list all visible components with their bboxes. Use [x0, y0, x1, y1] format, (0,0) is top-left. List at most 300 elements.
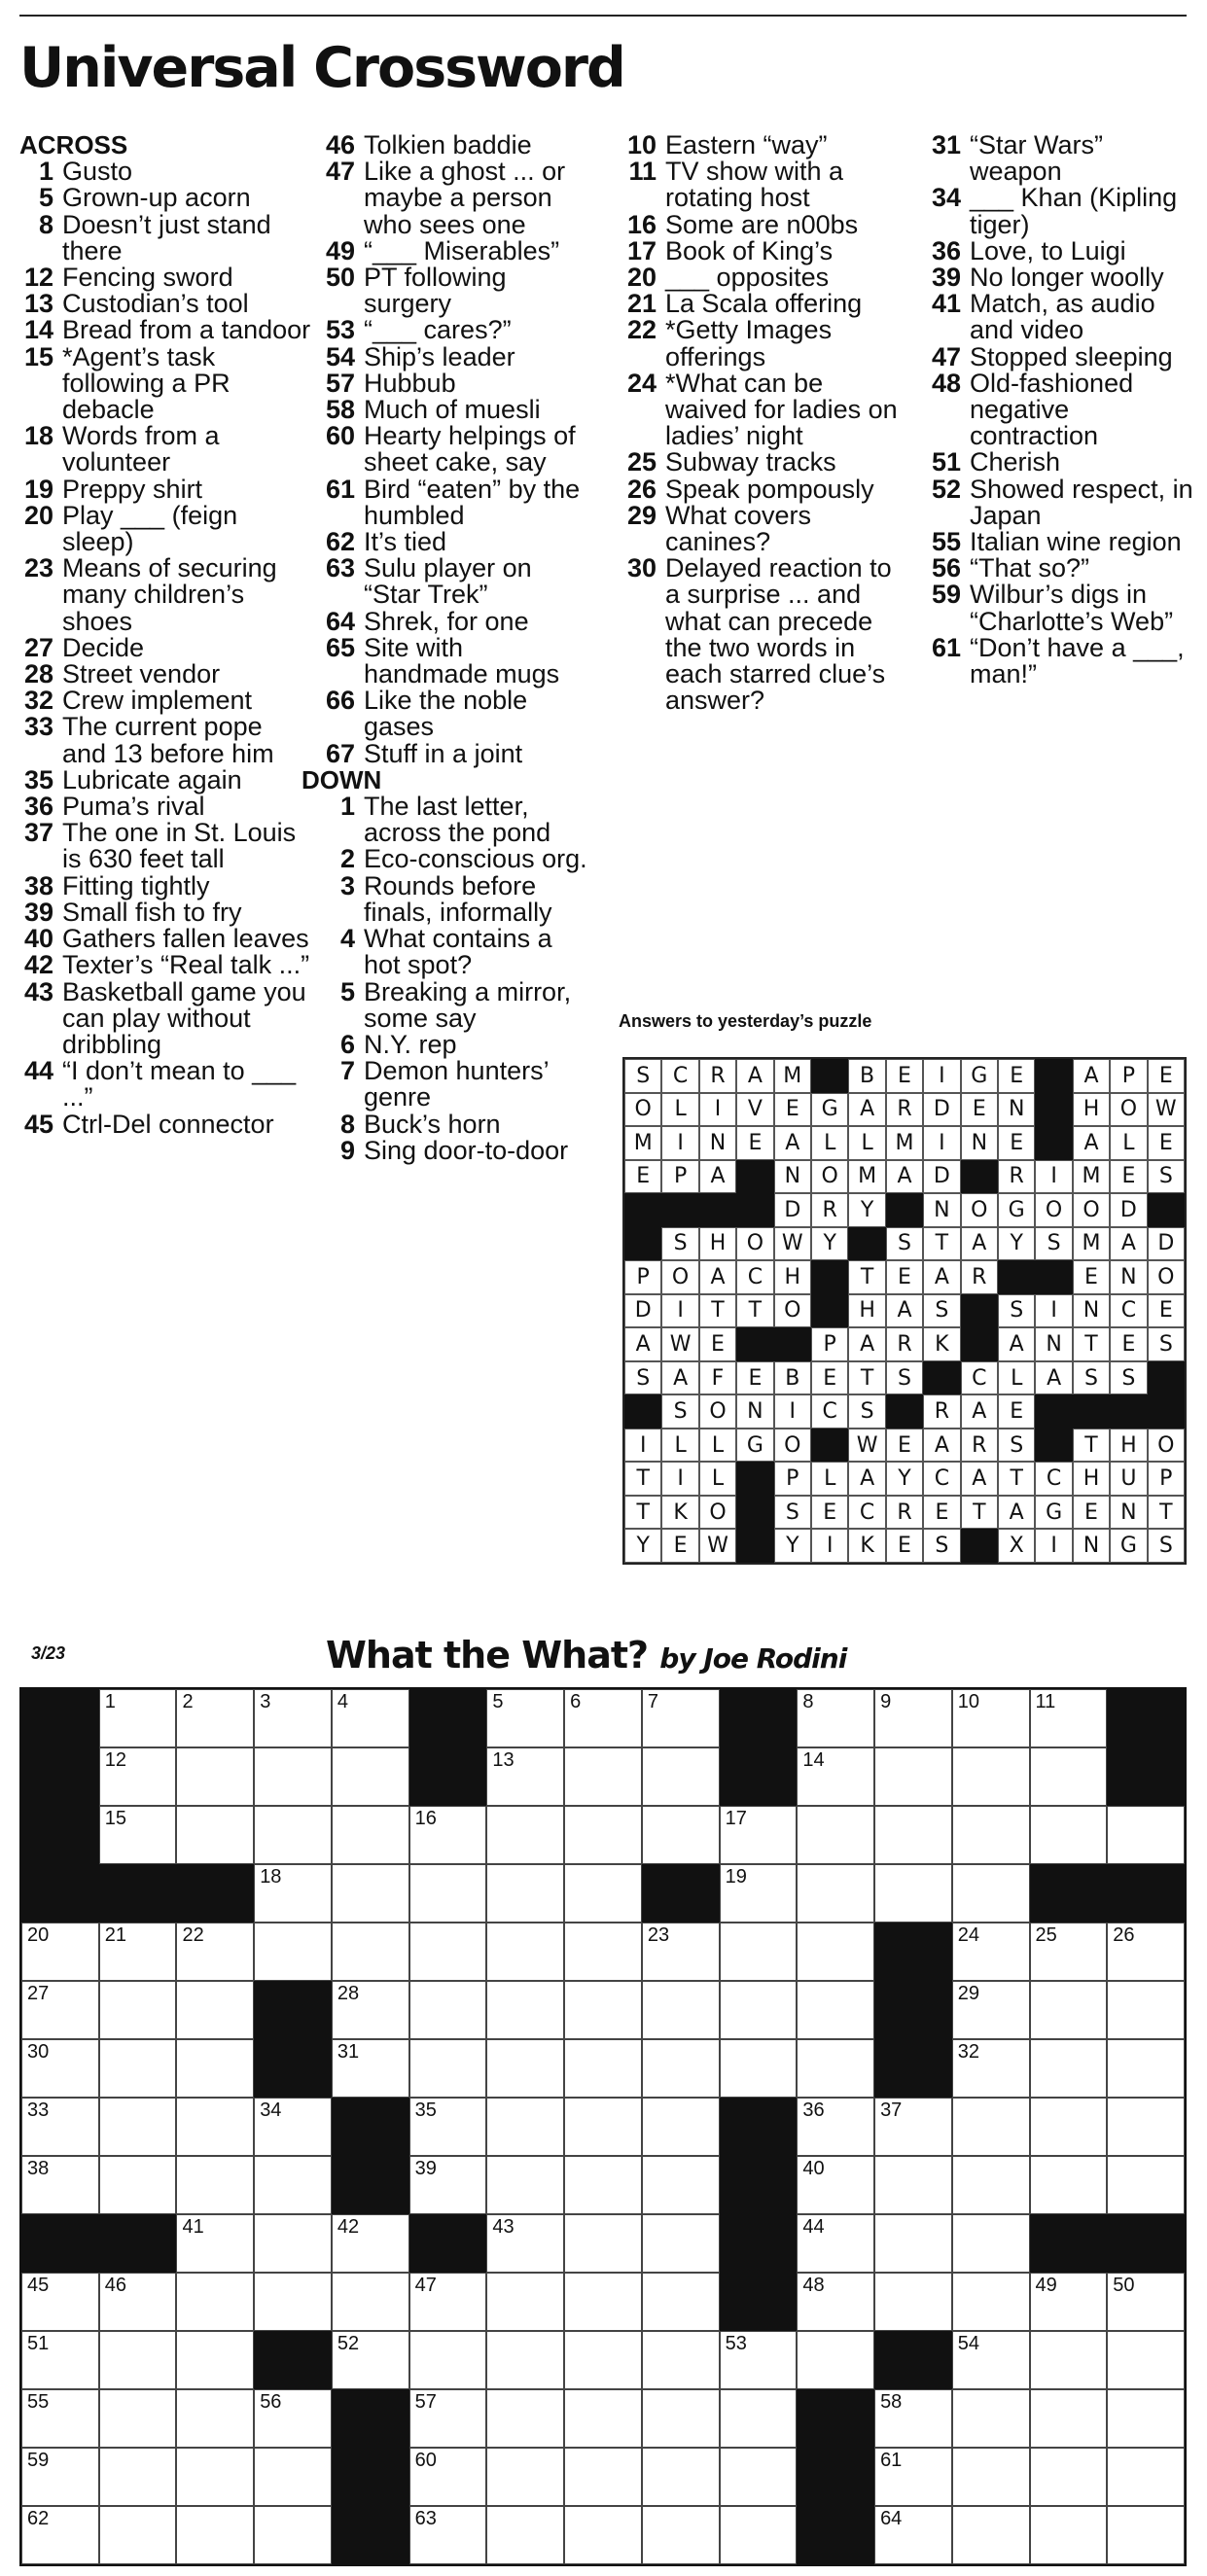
puzzle-title-text: What the What? — [326, 1634, 649, 1676]
black-square — [99, 2214, 177, 2273]
grid-cell[interactable] — [797, 1864, 874, 1923]
grid-cell[interactable] — [486, 2506, 564, 2564]
clue-text: Means of securing many children’s shoes — [62, 553, 277, 636]
answer-cell: L — [661, 1093, 698, 1127]
grid-cell[interactable] — [797, 2273, 874, 2331]
answer-cell: R — [998, 1160, 1035, 1194]
clue-number: 18 — [23, 421, 53, 451]
answer-cell: B — [848, 1059, 885, 1093]
grid-cell[interactable] — [486, 1923, 564, 1981]
answer-cell: C — [736, 1260, 773, 1294]
grid-cell[interactable] — [797, 2214, 874, 2273]
grid-cell[interactable] — [486, 2098, 564, 2156]
grid-cell[interactable] — [642, 2214, 720, 2273]
answer-cell: I — [923, 1126, 960, 1160]
answer-cell: C — [961, 1361, 998, 1395]
grid-cell[interactable] — [564, 2273, 642, 2331]
black-square — [736, 1160, 773, 1194]
answer-cell: Y — [998, 1227, 1035, 1261]
grid-cell[interactable] — [874, 1806, 952, 1864]
answer-cell: O — [736, 1227, 773, 1261]
grid-cell[interactable] — [952, 2273, 1030, 2331]
grid-cell[interactable] — [642, 2506, 720, 2564]
across-clue — [0, 926, 311, 952]
grid-cell[interactable] — [642, 2273, 720, 2331]
grid-cell[interactable] — [176, 2098, 254, 2156]
answer-cell: E — [774, 1093, 811, 1127]
grid-cell[interactable] — [720, 2448, 798, 2506]
answer-cell: S — [1148, 1160, 1185, 1194]
across-clue — [0, 897, 311, 927]
grid-cell[interactable] — [486, 2389, 564, 2448]
grid-cell[interactable] — [254, 2156, 332, 2214]
clue-text: Eco-conscious org. — [364, 844, 587, 874]
grid-cell[interactable] — [254, 2214, 332, 2273]
answer-cell: S — [661, 1227, 698, 1261]
grid-cell[interactable] — [720, 1923, 798, 1981]
grid-cell[interactable] — [1107, 1981, 1185, 2039]
grid-cell[interactable] — [564, 2156, 642, 2214]
grid-cell[interactable] — [486, 2331, 564, 2389]
clue-number: 4 — [339, 924, 355, 954]
answer-cell: I — [661, 1126, 698, 1160]
grid-cell[interactable] — [21, 2506, 99, 2564]
down-clue — [603, 159, 900, 211]
grid-cell[interactable] — [874, 2098, 952, 2156]
grid-cell[interactable] — [797, 2098, 874, 2156]
answer-cell: N — [1073, 1294, 1110, 1328]
clue-number: 56 — [931, 553, 961, 583]
grid-cell[interactable] — [176, 2273, 254, 2331]
answer-cell: I — [661, 1294, 698, 1328]
clue-text: Book of King’s — [665, 235, 834, 265]
grid-cell[interactable] — [176, 2156, 254, 2214]
grid-cell[interactable] — [952, 1981, 1030, 2039]
clue-text: Stopped sleeping — [970, 341, 1173, 371]
grid-cell[interactable] — [254, 2273, 332, 2331]
grid-cell[interactable] — [720, 2506, 798, 2564]
grid-cell[interactable] — [99, 1689, 177, 1747]
black-square — [624, 1394, 661, 1429]
grid-cell[interactable] — [874, 2448, 952, 2506]
grid-cell[interactable] — [797, 1981, 874, 2039]
grid-cell[interactable] — [1107, 2039, 1185, 2098]
grid-cell[interactable] — [720, 2389, 798, 2448]
grid-cell[interactable] — [1107, 1923, 1185, 1981]
grid-cell[interactable] — [797, 2039, 874, 2098]
answer-cell: A — [699, 1260, 736, 1294]
grid-cell[interactable] — [720, 1981, 798, 2039]
grid-cell[interactable] — [332, 2273, 409, 2331]
grid-cell[interactable] — [21, 2331, 99, 2389]
black-square — [720, 2098, 798, 2156]
answer-cell: L — [811, 1462, 848, 1496]
cell-number: 42 — [337, 2216, 360, 2238]
across-clue — [302, 317, 593, 343]
grid-cell[interactable] — [409, 2039, 487, 2098]
grid-cell[interactable] — [332, 2039, 409, 2098]
grid-cell[interactable] — [874, 2273, 952, 2331]
grid-cell[interactable] — [176, 1923, 254, 1981]
answer-cell: Y — [774, 1529, 811, 1563]
grid-cell[interactable] — [486, 2214, 564, 2273]
clue-text: Custodian’s tool — [62, 289, 249, 319]
answer-cell: E — [661, 1529, 698, 1563]
grid-cell[interactable] — [409, 1806, 487, 1864]
grid-cell[interactable] — [409, 2273, 487, 2331]
grid-cell[interactable] — [409, 1864, 487, 1923]
grid-cell[interactable] — [332, 1981, 409, 2039]
clue-text: Speak pompously — [665, 474, 874, 504]
grid-cell[interactable] — [409, 2389, 487, 2448]
clue-text: “I don’t mean to ___ ...” — [62, 1056, 297, 1112]
grid-cell[interactable] — [254, 2448, 332, 2506]
grid-cell[interactable] — [1030, 1923, 1108, 1981]
grid-cell[interactable] — [952, 2039, 1030, 2098]
grid-cell[interactable] — [564, 1923, 642, 1981]
grid-cell[interactable] — [797, 1806, 874, 1864]
answer-cell: O — [624, 1093, 661, 1127]
grid-cell[interactable] — [952, 2389, 1030, 2448]
grid-cell[interactable] — [21, 1923, 99, 1981]
answer-cell: O — [699, 1394, 736, 1429]
grid-cell[interactable] — [1030, 2098, 1108, 2156]
black-square — [736, 1462, 773, 1496]
grid-cell[interactable] — [874, 1689, 952, 1747]
yesterday-answers-heading: Answers to yesterday’s puzzle — [619, 1011, 872, 1031]
answer-cell: Y — [811, 1227, 848, 1261]
grid-cell[interactable] — [254, 1747, 332, 1806]
grid-cell[interactable] — [486, 2156, 564, 2214]
grid-cell[interactable] — [1030, 1689, 1108, 1747]
cell-number: 15 — [104, 1808, 126, 1829]
answer-cell: E — [1148, 1294, 1185, 1328]
grid-cell[interactable] — [1030, 2331, 1108, 2389]
grid-cell[interactable] — [332, 1747, 409, 1806]
black-square — [409, 2214, 487, 2273]
grid-cell[interactable] — [409, 2331, 487, 2389]
grid-cell[interactable] — [409, 2448, 487, 2506]
black-square — [886, 1193, 923, 1227]
answer-cell: E — [998, 1059, 1035, 1093]
grid-cell[interactable] — [642, 2389, 720, 2448]
black-square — [409, 1747, 487, 1806]
grid-cell[interactable] — [952, 1689, 1030, 1747]
grid-cell[interactable] — [99, 1806, 177, 1864]
cell-number: 4 — [337, 1691, 349, 1712]
down-clue — [907, 265, 1199, 291]
grid-cell[interactable] — [1107, 2273, 1185, 2331]
grid-cell[interactable] — [176, 1747, 254, 1806]
grid-cell[interactable] — [952, 1864, 1030, 1923]
grid-cell[interactable] — [642, 2039, 720, 2098]
clue-text: “Star Wars” weapon — [970, 130, 1103, 187]
grid-cell[interactable] — [564, 2098, 642, 2156]
grid-cell[interactable] — [332, 1864, 409, 1923]
grid-cell[interactable] — [874, 2506, 952, 2564]
grid-cell[interactable] — [486, 1747, 564, 1806]
grid-cell[interactable] — [1030, 1806, 1108, 1864]
grid-cell[interactable] — [176, 2448, 254, 2506]
grid-cell[interactable] — [176, 1981, 254, 2039]
grid-cell[interactable] — [486, 1689, 564, 1747]
down-clue — [603, 368, 900, 451]
grid-cell[interactable] — [1030, 1747, 1108, 1806]
grid-cell[interactable] — [21, 2039, 99, 2098]
grid-cell[interactable] — [21, 2448, 99, 2506]
grid-cell[interactable] — [99, 1981, 177, 2039]
grid-cell[interactable] — [642, 2448, 720, 2506]
answer-cell: A — [998, 1496, 1035, 1530]
grid-cell[interactable] — [486, 1981, 564, 2039]
clue-number: 9 — [339, 1135, 355, 1165]
grid-cell[interactable] — [874, 2156, 952, 2214]
black-square — [21, 1689, 99, 1747]
grid-cell[interactable] — [564, 1689, 642, 1747]
clue-number: 14 — [23, 315, 53, 345]
grid-cell[interactable] — [564, 1747, 642, 1806]
grid-cell[interactable] — [254, 1923, 332, 1981]
grid-cell[interactable] — [409, 2506, 487, 2564]
grid-cell[interactable] — [486, 1864, 564, 1923]
down-clue — [603, 132, 900, 159]
grid-cell[interactable] — [1030, 2156, 1108, 2214]
grid-cell[interactable] — [332, 1923, 409, 1981]
grid-cell[interactable] — [564, 2506, 642, 2564]
answer-cell: S — [848, 1394, 885, 1429]
answer-cell: G — [1035, 1496, 1072, 1530]
grid-cell[interactable] — [21, 2156, 99, 2214]
clue-text: The last letter, across the pond — [364, 792, 551, 848]
across-clue — [0, 555, 311, 635]
grid-cell[interactable] — [254, 1864, 332, 1923]
grid-cell[interactable] — [797, 1923, 874, 1981]
answer-cell: E — [1073, 1496, 1110, 1530]
grid-cell[interactable] — [486, 2039, 564, 2098]
grid-cell[interactable] — [952, 1923, 1030, 1981]
grid-cell[interactable] — [564, 1806, 642, 1864]
grid-cell[interactable] — [952, 2506, 1030, 2564]
grid-cell[interactable] — [642, 2331, 720, 2389]
grid-cell[interactable] — [952, 2448, 1030, 2506]
grid-cell[interactable] — [99, 2098, 177, 2156]
grid-cell[interactable] — [332, 1806, 409, 1864]
grid-cell[interactable] — [1030, 2506, 1108, 2564]
grid-cell[interactable] — [99, 2506, 177, 2564]
grid-cell[interactable] — [254, 1806, 332, 1864]
clue-text: N.Y. rep — [364, 1029, 457, 1059]
grid-cell[interactable] — [486, 1806, 564, 1864]
across-clue — [0, 265, 311, 291]
grid-cell[interactable] — [99, 2156, 177, 2214]
grid-cell[interactable] — [874, 2214, 952, 2273]
answer-cell: T — [848, 1260, 885, 1294]
grid-cell[interactable] — [254, 2389, 332, 2448]
black-square — [21, 1806, 99, 1864]
answer-cell: O — [774, 1429, 811, 1463]
grid-cell[interactable] — [1107, 1806, 1185, 1864]
grid-cell[interactable] — [720, 2331, 798, 2389]
grid-cell[interactable] — [1107, 2331, 1185, 2389]
answer-cell: D — [923, 1093, 960, 1127]
clue-number: 13 — [23, 289, 53, 319]
grid-cell[interactable] — [1030, 2389, 1108, 2448]
answer-cell: K — [661, 1496, 698, 1530]
grid-cell[interactable] — [642, 1806, 720, 1864]
answer-cell: F — [699, 1361, 736, 1395]
grid-cell[interactable] — [564, 2389, 642, 2448]
grid-cell[interactable] — [564, 2448, 642, 2506]
black-square — [332, 2389, 409, 2448]
grid-cell[interactable] — [952, 2156, 1030, 2214]
grid-cell[interactable] — [797, 2331, 874, 2389]
down-clue — [302, 1029, 593, 1059]
answer-cell: M — [624, 1126, 661, 1160]
grid-cell[interactable] — [486, 2273, 564, 2331]
clue-text: Gusto — [62, 157, 133, 187]
grid-cell[interactable] — [1030, 2448, 1108, 2506]
grid-cell[interactable] — [99, 2331, 177, 2389]
grid-cell[interactable] — [797, 2156, 874, 2214]
answer-cell: S — [624, 1059, 661, 1093]
grid-cell[interactable] — [332, 2214, 409, 2273]
grid-cell[interactable] — [21, 2389, 99, 2448]
grid-cell[interactable] — [874, 1747, 952, 1806]
answer-cell: I — [923, 1059, 960, 1093]
grid-cell[interactable] — [99, 2448, 177, 2506]
across-clue — [0, 500, 311, 557]
grid-cell[interactable] — [1107, 2156, 1185, 2214]
grid-cell[interactable] — [874, 1864, 952, 1923]
grid-cell[interactable] — [642, 1747, 720, 1806]
clue-number: 10 — [626, 130, 657, 159]
grid-cell[interactable] — [720, 1864, 798, 1923]
grid-cell[interactable] — [952, 2214, 1030, 2273]
grid-cell[interactable] — [332, 1689, 409, 1747]
grid-cell[interactable] — [21, 2273, 99, 2331]
grid-cell[interactable] — [642, 1981, 720, 2039]
grid-cell[interactable] — [21, 2098, 99, 2156]
grid-cell[interactable] — [1030, 1981, 1108, 2039]
grid-cell[interactable] — [720, 2039, 798, 2098]
grid-cell[interactable] — [720, 1806, 798, 1864]
grid-cell[interactable] — [1030, 2039, 1108, 2098]
grid-cell[interactable] — [1107, 2389, 1185, 2448]
grid-cell[interactable] — [1107, 2506, 1185, 2564]
answer-cell: A — [886, 1294, 923, 1328]
answer-cell: S — [923, 1529, 960, 1563]
grid-cell[interactable] — [952, 1747, 1030, 1806]
answer-cell: G — [736, 1429, 773, 1463]
clue-number: 39 — [23, 897, 53, 927]
across-clue — [302, 368, 593, 398]
grid-cell[interactable] — [409, 2098, 487, 2156]
answer-cell: A — [774, 1126, 811, 1160]
cell-number: 63 — [414, 2508, 437, 2529]
clue-number: 54 — [325, 341, 355, 371]
clue-number: 58 — [325, 395, 355, 425]
grid-cell[interactable] — [564, 2331, 642, 2389]
black-square — [874, 1923, 952, 1981]
grid-cell[interactable] — [952, 2331, 1030, 2389]
grid-cell[interactable] — [797, 1689, 874, 1747]
grid-cell[interactable] — [99, 2273, 177, 2331]
grid-cell[interactable] — [99, 2039, 177, 2098]
black-square — [874, 2331, 952, 2389]
answer-cell: M — [1073, 1227, 1110, 1261]
grid-cell[interactable] — [564, 1981, 642, 2039]
grid-cell[interactable] — [409, 2156, 487, 2214]
grid-cell[interactable] — [176, 2214, 254, 2273]
grid-cell[interactable] — [176, 1806, 254, 1864]
answer-cell: C — [811, 1394, 848, 1429]
grid-cell[interactable] — [642, 2156, 720, 2214]
clue-number: 20 — [626, 263, 657, 293]
clue-number: 31 — [931, 130, 961, 159]
clue-number: 63 — [325, 553, 355, 583]
answer-cell: E — [886, 1429, 923, 1463]
page-title: Universal Crossword — [19, 36, 624, 100]
grid-cell[interactable] — [564, 2039, 642, 2098]
puzzle-title — [326, 1634, 846, 1676]
grid-cell[interactable] — [952, 1806, 1030, 1864]
grid-cell[interactable] — [332, 2331, 409, 2389]
clue-text: Love, to Luigi — [970, 235, 1126, 265]
grid-cell[interactable] — [564, 1864, 642, 1923]
answer-cell: N — [1110, 1260, 1147, 1294]
clue-text: Lubricate again — [62, 764, 242, 794]
grid-cell[interactable] — [99, 1747, 177, 1806]
grid-cell[interactable] — [564, 2214, 642, 2273]
grid-cell[interactable] — [176, 2506, 254, 2564]
grid-cell[interactable] — [254, 1689, 332, 1747]
grid-cell[interactable] — [642, 1923, 720, 1981]
down-clue — [302, 976, 593, 1033]
grid-cell[interactable] — [176, 1689, 254, 1747]
grid-cell[interactable] — [1107, 2098, 1185, 2156]
grid-cell[interactable] — [21, 1981, 99, 2039]
grid-cell[interactable] — [1030, 2273, 1108, 2331]
grid-cell[interactable] — [409, 1923, 487, 1981]
grid-cell[interactable] — [99, 1923, 177, 1981]
grid-cell[interactable] — [254, 2098, 332, 2156]
grid-cell[interactable] — [176, 2389, 254, 2448]
grid-cell[interactable] — [952, 2098, 1030, 2156]
across-clue — [0, 209, 311, 265]
clue-number: 42 — [23, 950, 53, 980]
black-square — [720, 2273, 798, 2331]
grid-cell[interactable] — [642, 2098, 720, 2156]
grid-cell[interactable] — [254, 2506, 332, 2564]
grid-cell[interactable] — [176, 2331, 254, 2389]
black-square — [99, 1864, 177, 1923]
grid-cell[interactable] — [1107, 2448, 1185, 2506]
answer-cell: C — [661, 1059, 698, 1093]
grid-cell[interactable] — [874, 2389, 952, 2448]
grid-cell[interactable] — [642, 1689, 720, 1747]
clue-text: Breaking a mirror, some say — [364, 976, 572, 1033]
grid-cell[interactable] — [486, 2448, 564, 2506]
cell-number: 9 — [880, 1691, 892, 1712]
grid-cell[interactable] — [797, 1747, 874, 1806]
black-square — [254, 2331, 332, 2389]
black-square — [736, 1327, 773, 1361]
cell-number: 11 — [1035, 1691, 1056, 1712]
grid-cell[interactable] — [409, 1981, 487, 2039]
answer-cell: C — [1035, 1462, 1072, 1496]
grid-cell[interactable] — [176, 2039, 254, 2098]
grid-cell[interactable] — [99, 2389, 177, 2448]
